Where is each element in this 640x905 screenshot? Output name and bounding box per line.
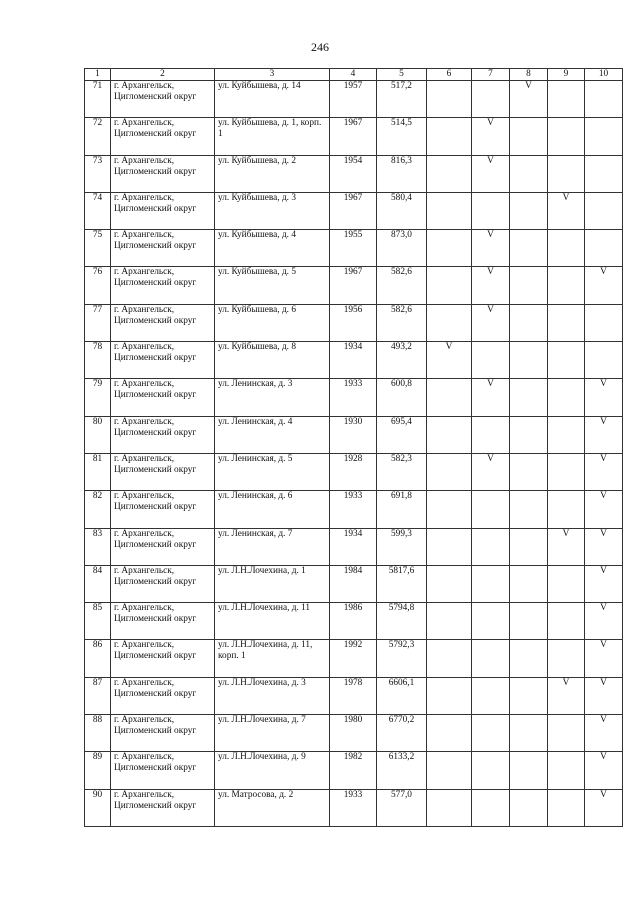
city-cell: г. Архангельск, Цигломенский округ: [111, 677, 215, 714]
mark-cell-col10: V: [585, 640, 623, 677]
year-cell: 1957: [330, 81, 377, 118]
area-cell: 5792,3: [377, 640, 427, 677]
mark-cell-col8: [510, 677, 548, 714]
mark-cell-col7: V: [472, 155, 510, 192]
mark-cell-col6: [427, 416, 472, 453]
table-row: [85, 752, 623, 789]
address-cell: ул. Л.Н.Лочехина, д. 9: [215, 752, 330, 789]
mark-cell-col7: [472, 565, 510, 602]
year-cell: 1992: [330, 640, 377, 677]
year-cell: 1933: [330, 789, 377, 826]
area-cell: 517,2: [377, 81, 427, 118]
column-header: 4: [330, 69, 377, 81]
city-cell: г. Архангельск, Цигломенский округ: [111, 267, 215, 304]
mark-cell-col8: [510, 118, 548, 155]
mark-cell-col6: V: [427, 342, 472, 379]
mark-cell-col10: V: [585, 603, 623, 640]
city-cell: г. Архангельск, Цигломенский округ: [111, 528, 215, 565]
year-cell: 1967: [330, 118, 377, 155]
mark-cell-col9: V: [548, 192, 585, 229]
city-cell: г. Архангельск, Цигломенский округ: [111, 155, 215, 192]
table-row: [85, 416, 623, 453]
mark-cell-col8: [510, 416, 548, 453]
address-cell: ул. Куйбышева, д. 1, корп. 1: [215, 118, 330, 155]
mark-cell-col8: [510, 715, 548, 752]
column-header: 2: [111, 69, 215, 81]
address-cell: ул. Куйбышева, д. 2: [215, 155, 330, 192]
mark-cell-col8: [510, 640, 548, 677]
housing-registry-table: [84, 68, 623, 827]
mark-cell-col8: [510, 230, 548, 267]
year-cell: 1954: [330, 155, 377, 192]
mark-cell-col7: [472, 715, 510, 752]
city-cell: г. Архангельск, Цигломенский округ: [111, 118, 215, 155]
address-cell: ул. Ленинская, д. 3: [215, 379, 330, 416]
mark-cell-col10: V: [585, 752, 623, 789]
mark-cell-col9: [548, 304, 585, 341]
area-cell: 493,2: [377, 342, 427, 379]
table-body: [85, 81, 623, 827]
city-cell: г. Архангельск, Цигломенский округ: [111, 192, 215, 229]
mark-cell-col9: [548, 230, 585, 267]
mark-cell-col9: [548, 789, 585, 826]
row-number-cell: 79: [85, 379, 111, 416]
mark-cell-col9: [548, 155, 585, 192]
mark-cell-col7: [472, 491, 510, 528]
address-cell: ул. Л.Н.Лочехина, д. 11, корп. 1: [215, 640, 330, 677]
year-cell: 1956: [330, 304, 377, 341]
city-cell: г. Архангельск, Цигломенский округ: [111, 715, 215, 752]
mark-cell-col8: V: [510, 81, 548, 118]
mark-cell-col10: V: [585, 453, 623, 490]
table-row: [85, 81, 623, 118]
mark-cell-col8: [510, 379, 548, 416]
mark-cell-col8: [510, 491, 548, 528]
row-number-cell: 75: [85, 230, 111, 267]
mark-cell-col6: [427, 118, 472, 155]
mark-cell-col7: [472, 416, 510, 453]
mark-cell-col6: [427, 603, 472, 640]
mark-cell-col7: V: [472, 118, 510, 155]
mark-cell-col8: [510, 342, 548, 379]
mark-cell-col7: [472, 192, 510, 229]
table-row: [85, 715, 623, 752]
mark-cell-col10: V: [585, 491, 623, 528]
mark-cell-col9: [548, 118, 585, 155]
area-cell: 873,0: [377, 230, 427, 267]
area-cell: 5817,6: [377, 565, 427, 602]
mark-cell-col8: [510, 528, 548, 565]
year-cell: 1986: [330, 603, 377, 640]
mark-cell-col9: [548, 752, 585, 789]
city-cell: г. Архангельск, Цигломенский округ: [111, 453, 215, 490]
city-cell: г. Архангельск, Цигломенский округ: [111, 342, 215, 379]
row-number-cell: 82: [85, 491, 111, 528]
mark-cell-col7: [472, 789, 510, 826]
area-cell: 6770,2: [377, 715, 427, 752]
address-cell: ул. Л.Н.Лочехина, д. 1: [215, 565, 330, 602]
area-cell: 816,3: [377, 155, 427, 192]
mark-cell-col7: [472, 677, 510, 714]
table-row: [85, 640, 623, 677]
column-header: 8: [510, 69, 548, 81]
mark-cell-col10: V: [585, 789, 623, 826]
address-cell: ул. Ленинская, д. 5: [215, 453, 330, 490]
column-header: 7: [472, 69, 510, 81]
mark-cell-col10: V: [585, 677, 623, 714]
year-cell: 1967: [330, 267, 377, 304]
mark-cell-col6: [427, 453, 472, 490]
mark-cell-col7: [472, 640, 510, 677]
table-row: [85, 528, 623, 565]
city-cell: г. Архангельск, Цигломенский округ: [111, 752, 215, 789]
row-number-cell: 74: [85, 192, 111, 229]
mark-cell-col6: [427, 379, 472, 416]
year-cell: 1967: [330, 192, 377, 229]
area-cell: 514,5: [377, 118, 427, 155]
mark-cell-col9: [548, 342, 585, 379]
table-row: [85, 267, 623, 304]
year-cell: 1984: [330, 565, 377, 602]
row-number-cell: 77: [85, 304, 111, 341]
mark-cell-col7: V: [472, 230, 510, 267]
row-number-cell: 72: [85, 118, 111, 155]
year-cell: 1980: [330, 715, 377, 752]
mark-cell-col7: [472, 342, 510, 379]
mark-cell-col10: [585, 81, 623, 118]
mark-cell-col8: [510, 267, 548, 304]
mark-cell-col9: [548, 565, 585, 602]
area-cell: 695,4: [377, 416, 427, 453]
mark-cell-col8: [510, 789, 548, 826]
city-cell: г. Архангельск, Цигломенский округ: [111, 603, 215, 640]
table-row: [85, 677, 623, 714]
row-number-cell: 88: [85, 715, 111, 752]
year-cell: 1978: [330, 677, 377, 714]
mark-cell-col9: [548, 379, 585, 416]
mark-cell-col6: [427, 230, 472, 267]
address-cell: ул. Ленинская, д. 6: [215, 491, 330, 528]
mark-cell-col10: [585, 155, 623, 192]
mark-cell-col7: V: [472, 304, 510, 341]
area-cell: 580,4: [377, 192, 427, 229]
address-cell: ул. Л.Н.Лочехина, д. 7: [215, 715, 330, 752]
mark-cell-col8: [510, 155, 548, 192]
city-cell: г. Архангельск, Цигломенский округ: [111, 416, 215, 453]
area-cell: 5794,8: [377, 603, 427, 640]
year-cell: 1933: [330, 491, 377, 528]
table-row: [85, 304, 623, 341]
mark-cell-col8: [510, 752, 548, 789]
mark-cell-col9: [548, 715, 585, 752]
mark-cell-col6: [427, 267, 472, 304]
mark-cell-col7: V: [472, 379, 510, 416]
city-cell: г. Архангельск, Цигломенский округ: [111, 491, 215, 528]
row-number-cell: 83: [85, 528, 111, 565]
mark-cell-col9: V: [548, 528, 585, 565]
mark-cell-col7: V: [472, 453, 510, 490]
city-cell: г. Архангельск, Цигломенский округ: [111, 789, 215, 826]
address-cell: ул. Матросова, д. 2: [215, 789, 330, 826]
address-cell: ул. Ленинская, д. 7: [215, 528, 330, 565]
city-cell: г. Архангельск, Цигломенский округ: [111, 304, 215, 341]
column-header: 5: [377, 69, 427, 81]
table-row: [85, 603, 623, 640]
mark-cell-col9: [548, 453, 585, 490]
column-header: 3: [215, 69, 330, 81]
mark-cell-col6: [427, 155, 472, 192]
mark-cell-col9: [548, 640, 585, 677]
year-cell: 1928: [330, 453, 377, 490]
row-number-cell: 90: [85, 789, 111, 826]
header-row: [85, 69, 623, 81]
mark-cell-col9: [548, 267, 585, 304]
area-cell: 582,6: [377, 267, 427, 304]
mark-cell-col10: V: [585, 416, 623, 453]
mark-cell-col8: [510, 565, 548, 602]
address-cell: ул. Ленинская, д. 4: [215, 416, 330, 453]
row-number-cell: 85: [85, 603, 111, 640]
table-row: [85, 565, 623, 602]
city-cell: г. Архангельск, Цигломенский округ: [111, 230, 215, 267]
mark-cell-col10: [585, 342, 623, 379]
mark-cell-col9: [548, 491, 585, 528]
table-row: [85, 155, 623, 192]
row-number-cell: 78: [85, 342, 111, 379]
mark-cell-col7: [472, 81, 510, 118]
area-cell: 599,3: [377, 528, 427, 565]
address-cell: ул. Куйбышева, д. 6: [215, 304, 330, 341]
row-number-cell: 89: [85, 752, 111, 789]
mark-cell-col8: [510, 304, 548, 341]
mark-cell-col10: V: [585, 528, 623, 565]
area-cell: 582,6: [377, 304, 427, 341]
mark-cell-col6: [427, 528, 472, 565]
area-cell: 600,8: [377, 379, 427, 416]
table-row: [85, 230, 623, 267]
mark-cell-col6: [427, 491, 472, 528]
mark-cell-col10: V: [585, 379, 623, 416]
year-cell: 1982: [330, 752, 377, 789]
address-cell: ул. Куйбышева, д. 8: [215, 342, 330, 379]
mark-cell-col9: [548, 603, 585, 640]
mark-cell-col8: [510, 453, 548, 490]
address-cell: ул. Л.Н.Лочехина, д. 11: [215, 603, 330, 640]
row-number-cell: 73: [85, 155, 111, 192]
mark-cell-col6: [427, 789, 472, 826]
address-cell: ул. Куйбышева, д. 3: [215, 192, 330, 229]
year-cell: 1934: [330, 342, 377, 379]
mark-cell-col6: [427, 715, 472, 752]
mark-cell-col6: [427, 192, 472, 229]
mark-cell-col10: [585, 304, 623, 341]
table-row: [85, 192, 623, 229]
column-header: 1: [85, 69, 111, 81]
row-number-cell: 84: [85, 565, 111, 602]
row-number-cell: 87: [85, 677, 111, 714]
area-cell: 6606,1: [377, 677, 427, 714]
column-header: 6: [427, 69, 472, 81]
mark-cell-col9: V: [548, 677, 585, 714]
table-row: [85, 379, 623, 416]
mark-cell-col6: [427, 304, 472, 341]
address-cell: ул. Куйбышева, д. 5: [215, 267, 330, 304]
row-number-cell: 71: [85, 81, 111, 118]
table-row: [85, 342, 623, 379]
mark-cell-col7: [472, 603, 510, 640]
mark-cell-col10: [585, 118, 623, 155]
row-number-cell: 76: [85, 267, 111, 304]
table-row: [85, 491, 623, 528]
table-row: [85, 453, 623, 490]
city-cell: г. Архангельск, Цигломенский округ: [111, 379, 215, 416]
column-header: 9: [548, 69, 585, 81]
mark-cell-col7: V: [472, 267, 510, 304]
mark-cell-col9: [548, 416, 585, 453]
address-cell: ул. Л.Н.Лочехина, д. 3: [215, 677, 330, 714]
mark-cell-col9: [548, 81, 585, 118]
area-cell: 577,0: [377, 789, 427, 826]
mark-cell-col6: [427, 752, 472, 789]
row-number-cell: 81: [85, 453, 111, 490]
mark-cell-col8: [510, 192, 548, 229]
mark-cell-col6: [427, 81, 472, 118]
city-cell: г. Архангельск, Цигломенский округ: [111, 640, 215, 677]
mark-cell-col10: V: [585, 267, 623, 304]
address-cell: ул. Куйбышева, д. 4: [215, 230, 330, 267]
table-row: [85, 789, 623, 826]
address-cell: ул. Куйбышева, д. 14: [215, 81, 330, 118]
row-number-cell: 86: [85, 640, 111, 677]
column-header: 10: [585, 69, 623, 81]
area-cell: 6133,2: [377, 752, 427, 789]
area-cell: 582,3: [377, 453, 427, 490]
mark-cell-col7: [472, 528, 510, 565]
year-cell: 1955: [330, 230, 377, 267]
table-row: [85, 118, 623, 155]
table-header: [85, 69, 623, 81]
year-cell: 1930: [330, 416, 377, 453]
year-cell: 1933: [330, 379, 377, 416]
mark-cell-col6: [427, 677, 472, 714]
page-number: 246: [311, 40, 329, 54]
city-cell: г. Архангельск, Цигломенский округ: [111, 565, 215, 602]
area-cell: 691,8: [377, 491, 427, 528]
mark-cell-col10: V: [585, 565, 623, 602]
mark-cell-col6: [427, 640, 472, 677]
mark-cell-col8: [510, 603, 548, 640]
mark-cell-col10: [585, 192, 623, 229]
row-number-cell: 80: [85, 416, 111, 453]
city-cell: г. Архангельск, Цигломенский округ: [111, 81, 215, 118]
mark-cell-col10: V: [585, 715, 623, 752]
year-cell: 1934: [330, 528, 377, 565]
mark-cell-col10: [585, 230, 623, 267]
mark-cell-col7: [472, 752, 510, 789]
mark-cell-col6: [427, 565, 472, 602]
